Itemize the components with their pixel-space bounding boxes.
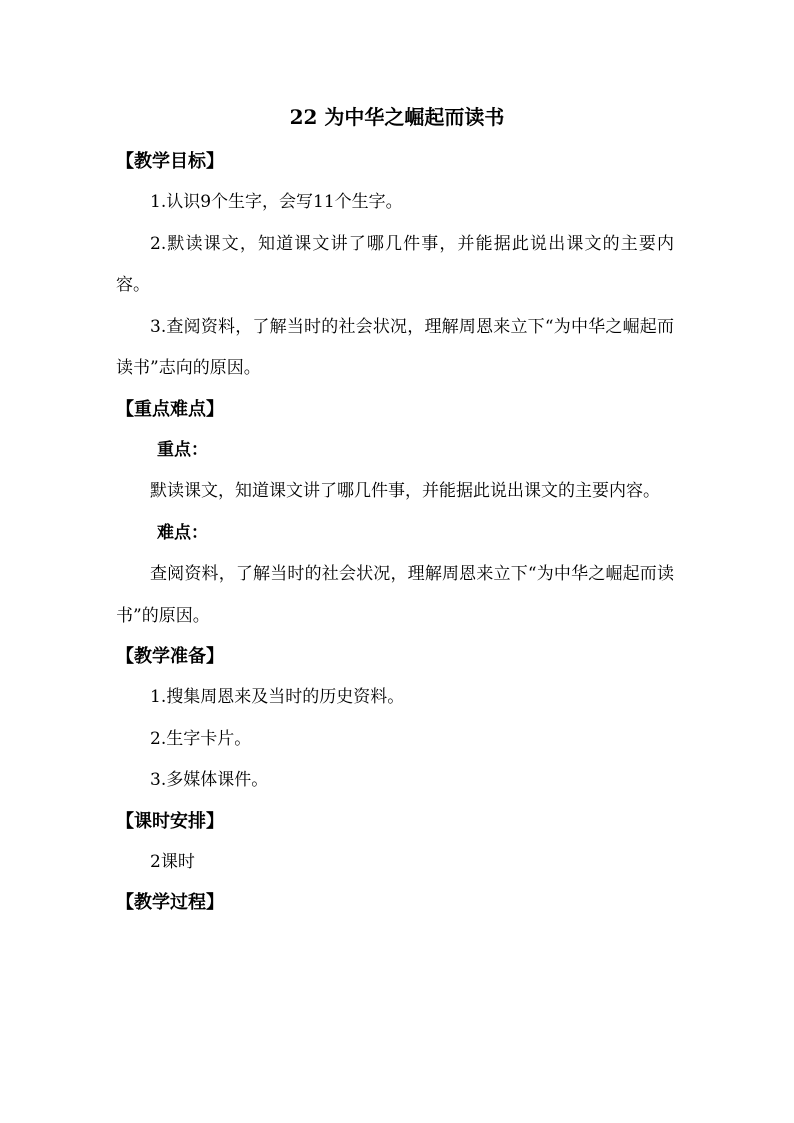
objective-item-1: 1.认识9个生字，会写11个生字。 <box>150 192 403 212</box>
preparation-item-3: 3.多媒体课件。 <box>150 770 269 790</box>
schedule-text: 2课时 <box>150 851 195 872</box>
preparation-item-2: 2.生字卡片。 <box>150 728 252 749</box>
section-process <box>116 883 674 923</box>
section-heading-process: 【教学过程】 <box>116 892 224 913</box>
section-heading-schedule: 【课时安排】 <box>116 810 224 832</box>
section-key-points <box>116 390 674 638</box>
section-heading-key-points: 【重点难点】 <box>116 398 224 420</box>
section-schedule <box>116 802 674 884</box>
difficult-point-text: 查阅资料，了解当时的社会状况，理解周恩来立下“为中华之崛起而读书”的原因。 <box>116 564 674 626</box>
document-title: 22 为中华之崛起而读书 <box>289 105 505 129</box>
difficult-point-label: 难点： <box>157 522 208 543</box>
section-heading-preparation: 【教学准备】 <box>116 646 224 667</box>
section-preparation <box>116 637 674 802</box>
key-point-text: 默读课文，知道课文讲了哪几件事，并能据此说出课文的主要内容。 <box>150 481 660 501</box>
key-point-label: 重点： <box>157 439 208 460</box>
section-heading-objectives: 【教学目标】 <box>116 151 224 172</box>
section-objectives <box>116 142 674 390</box>
preparation-item-1: 1.搜集周恩来及当时的历史资料。 <box>150 687 405 707</box>
objective-item-2: 2.默读课文，知道课文讲了哪几件事，并能据此说出课文的主要内容。 <box>116 233 674 295</box>
objective-item-3: 3.查阅资料，了解当时的社会状况，理解周恩来立下“为中华之崛起而读书”志向的原因。 <box>116 316 674 378</box>
